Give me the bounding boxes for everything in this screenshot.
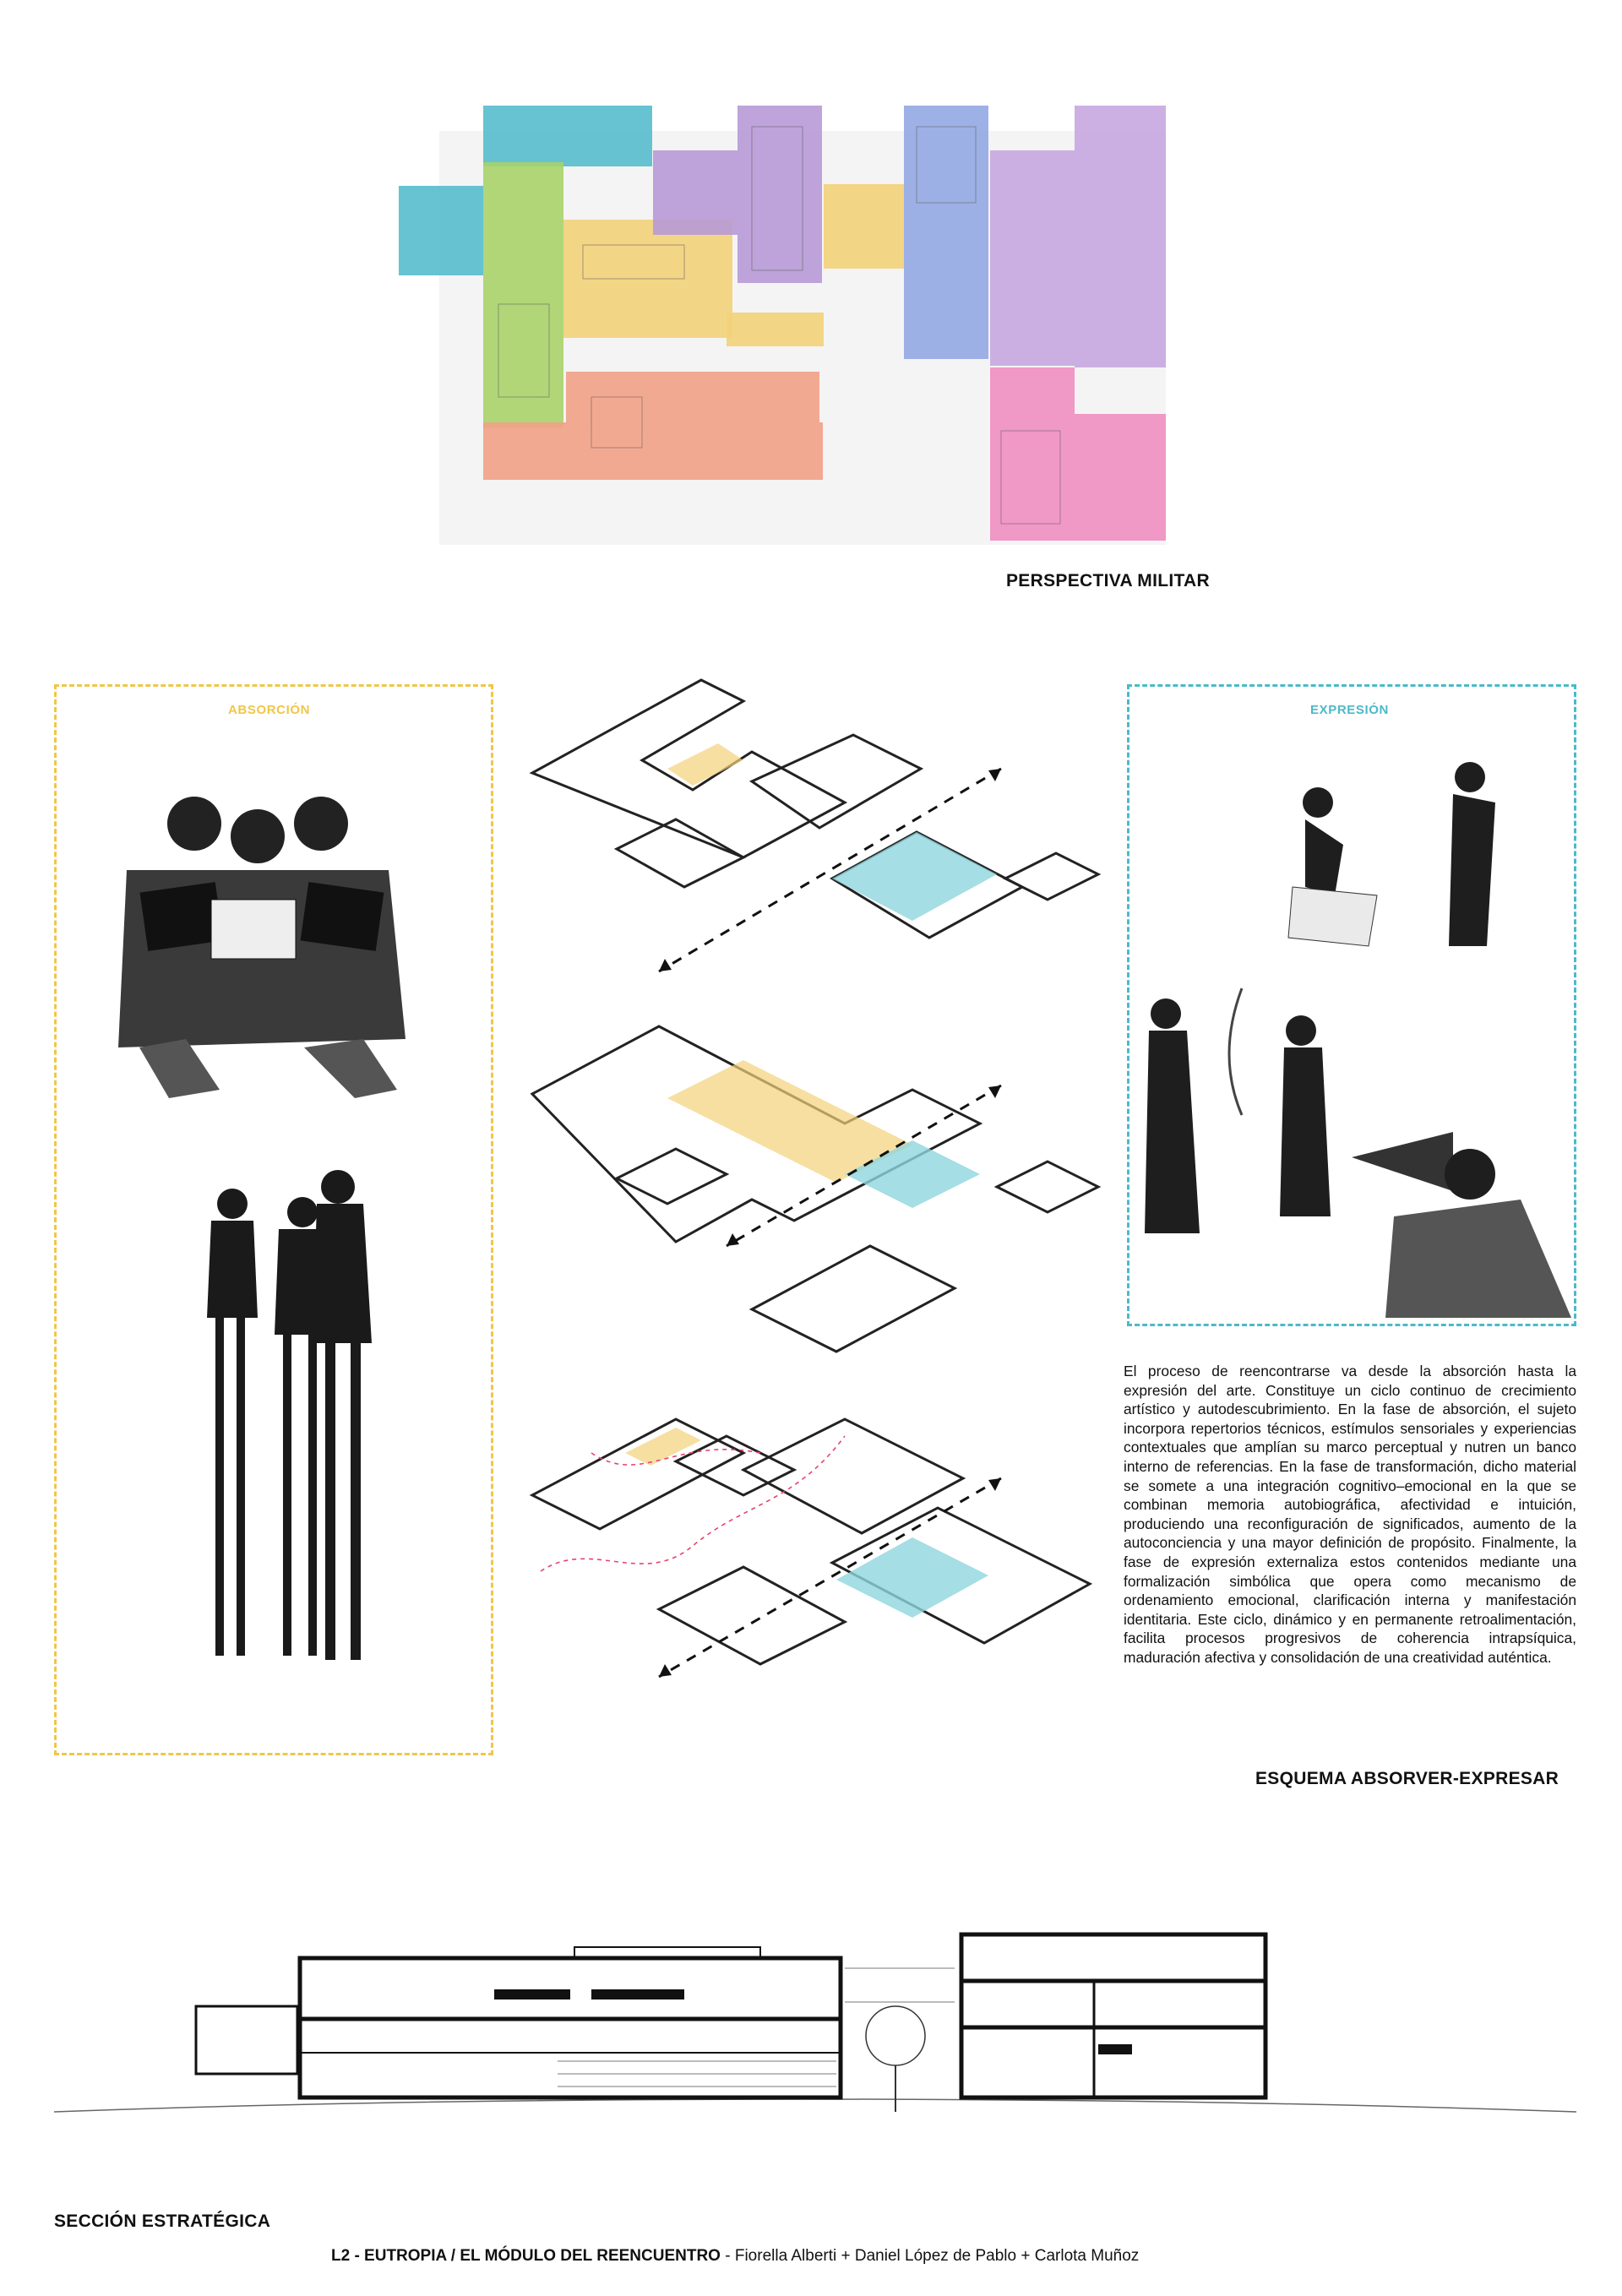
description-text: El proceso de reencontrarse va desde la absorción hasta la expresión del arte. Constituye un ciclo continuo de crecimiento artístico y autodescubrimiento. En la fase de absorción, el sujeto incorpora repertorios técnicos, estímulos sensoriales y experiencias contextuales que amplían su marco perceptual y nutren un banco interno de referencias. En la fase de transformación, dicho material se somete a una integración cognitivo–emocional en la que se combinan memoria autobiográfica, afectividad e intuición, produciendo una reconfiguración de significados, aumento de la autoconciencia y una mayor definición de propósito. Finalmente, la fase de expresión externaliza estos contenidos mediante una formalización simbólica que opera como mecanismo de ordenamiento emocional, clarificación interna y manifestación identitaria. Este ciclo, dinámico y en permanente retroalimentación, facilita procesos progresivos de coherencia intrapsíquica, maduración afectiva y consolidación de una creatividad auténtica. (1124, 1363, 1576, 1666)
expresion-label: EXPRESIÓN (1310, 703, 1389, 717)
caption-perspectiva-militar: PERSPECTIVA MILITAR (1006, 571, 1210, 590)
caption-seccion: SECCIÓN ESTRATÉGICA (54, 2212, 271, 2231)
caption-esquema: ESQUEMA ABSORVER-EXPRESAR (1255, 1769, 1559, 1788)
footer-title: L2 - EUTROPIA / EL MÓDULO DEL REENCUENTRO (331, 2247, 721, 2265)
absorcion-label: ABSORCIÓN (228, 703, 311, 717)
footer-credits (331, 2247, 1139, 2266)
footer-authors: - Fiorella Alberti + Daniel López de Pablo + Carlota Muñoz (725, 2247, 1140, 2265)
